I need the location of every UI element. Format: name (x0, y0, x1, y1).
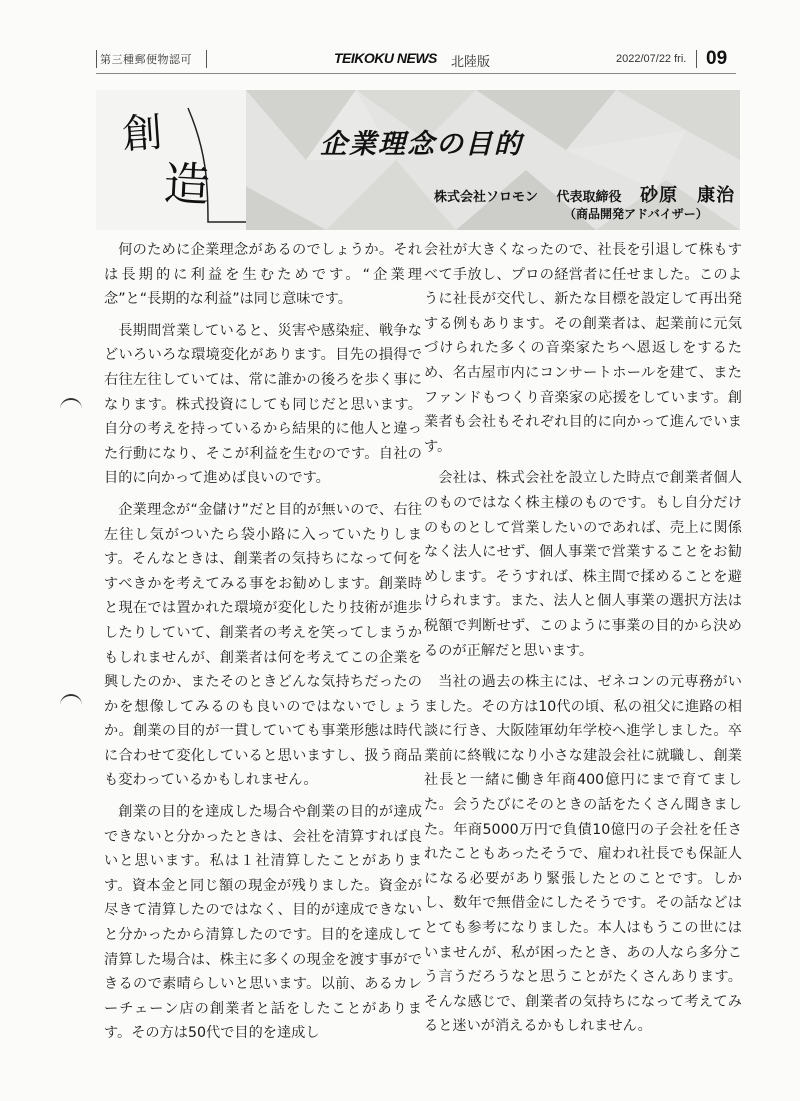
title-banner (96, 90, 740, 230)
postal-permit-label: 第三種郵便物認可 (100, 53, 192, 66)
logo-char: 造 (162, 155, 212, 213)
article-title: 企業理念の目的 (320, 129, 523, 160)
article-paragraph: 当社の過去の株主には、ゼネコンの元専務がいました。その方は10代の頃、私の祖父に進路の相談に行き、大阪陸軍幼年学校へ進学しました。卒業前に終戦になり小さな建設会社に就職し、創業社長と一緒に働き年商400億円にまで育てました。会うたびにそのときの話をたくさん聞きました。年商5000万円で負債10億円の子会社を任されたこともあったそうで、雇われ社長でも保証人になる必要があり緊張したとのことです。しかし、数年で無借金にしたそうです。その話などはとても参考になりました。本人はもうこの世にはいませんが、私が困ったとき、あの人なら多分こう言うだろうなと思うことがたくさんあります。そんな感じで、創業者の気持ちになって考えてみると迷いが消えるかもしれません。 (424, 674, 742, 1035)
article-paragraph: 何のために企業理念があるのでしょうか。それは長期的に利益を生むためです。“企業理念”と“長期的な利益”は同じ意味です。 (104, 242, 422, 308)
author-company: 株式会社ソロモン (434, 190, 539, 205)
logo-char: 創 (120, 109, 164, 159)
edition-label: 北陸版 (451, 55, 491, 70)
article-paragraph: 企業理念が“金儲け”だと目的が無いので、右往左往し気がついたら袋小路に入っていたりします。そんなときは、創業者の気持ちになって何をすべきかを考えてみる事をお勧めします。創業時と現在では置かれた環境が変化したり技術が進歩したりしていて、創業者の考えを笑ってしまうかもしれませんが、創業者は何を考えてこの企業を興したのか、またそのときどんな気持ちだったのかを想像してみるのも良いのではないでしょうか。創業の目的が一貫していても事業形態は時代に合わせて変化していると思いますし、扱う商品も変わっているかもしれません。 (104, 501, 422, 789)
article-column-right (424, 238, 742, 1046)
article-paragraph: 会社が大きくなったので、社長を引退して株もすべて手放し、プロの経営者に任せました。このように社長が交代し、新たな目標を設定して再出発する例もあります。その創業者は、起業前に元気づけられた多くの音楽家たちへ恩返しをするため、名古屋市内にコンサートホールを建て、またファンドもつくり音楽家の応援をしています。創業者も会社もそれぞれ目的に向かって進んでいます。 (424, 242, 742, 455)
logo-calligraphy (120, 100, 260, 224)
byline (434, 181, 735, 207)
binder-hole-mark (60, 694, 82, 706)
publication-name: TEIKOKU NEWS (334, 50, 437, 66)
article-column-left (104, 238, 422, 1053)
author-name: 砂原 康治 (640, 185, 736, 206)
issue-date: 2022/07/22 fri. (616, 53, 687, 65)
header-divider (206, 50, 207, 68)
header-divider (696, 50, 697, 68)
header-divider (96, 50, 97, 68)
page-number: 09 (706, 48, 728, 69)
author-role: 代表取締役 (556, 190, 622, 205)
binder-hole-mark (60, 398, 82, 410)
page-header (96, 48, 740, 74)
header-rule (96, 73, 736, 74)
article-paragraph: 会社は、株式会社を設立した時点で創業者個人のものではなく株主様のものです。もし自分だけのものとして営業したいのであれば、売上に関係なく法人にせず、個人事業で営業することをお勧めします。そうすれば、株主間で揉めることを避けられます。また、法人と個人事業の選択方法は税額で判断せず、このように事業の目的から決めるのが正解だと思います。 (424, 470, 742, 659)
article-paragraph: 創業の目的を達成した場合や創業の目的が達成できないと分かったときは、会社を清算すれば良いと思います。私は１社清算したことがあります。資本金と同じ額の現金が残りました。資金が尽きて清算したのではなく、目的が達成できないと分かったから清算したのです。目的を達成して清算した場合は、株主に多くの現金を渡す事ができるので素晴らしいと思います。以前、あるカレーチェーン店の創業者と話をしたことがあります。その方は50代で目的を達成し (104, 804, 422, 1042)
author-subrole: （商品開発アドバイザー） (564, 207, 708, 221)
article-paragraph: 長期間営業していると、災害や感染症、戦争などいろいろな環境変化があります。目先の損得で右往左往していては、常に誰かの後ろを歩く事になります。株式投資にしても同じだと思います。自分の考えを持っているから結果的に他人と違った行動になり、そこが利益を生むのです。自社の目的に向かって進めば良いのです。 (104, 322, 422, 487)
